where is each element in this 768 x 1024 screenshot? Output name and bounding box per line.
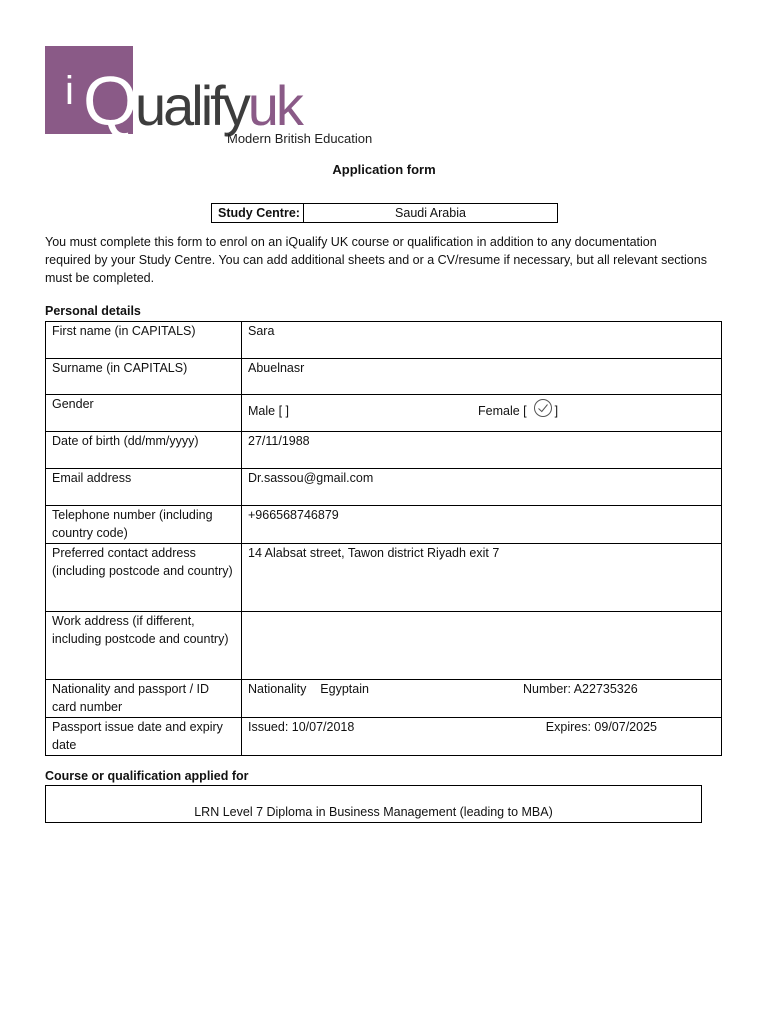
telephone-field[interactable]: +966568746879 bbox=[242, 506, 722, 544]
expiry-date: Expires: 09/07/2025 bbox=[545, 720, 657, 734]
work-address-field[interactable] bbox=[242, 612, 722, 680]
iqualify-logo bbox=[45, 46, 390, 146]
female-option[interactable] bbox=[478, 403, 558, 421]
check-icon bbox=[533, 398, 553, 418]
email-label: Email address bbox=[46, 469, 242, 506]
work-address-label: Work address (if different, including postcode and country) bbox=[46, 612, 242, 680]
logo-letter-q: Q bbox=[83, 62, 136, 140]
course-field[interactable] bbox=[45, 785, 702, 823]
table-row bbox=[46, 432, 722, 469]
study-centre-value[interactable]: Saudi Arabia bbox=[395, 206, 466, 220]
dob-label: Date of birth (dd/mm/yyyy) bbox=[46, 432, 242, 469]
course-value: LRN Level 7 Diploma in Business Management (leading to MBA) bbox=[194, 805, 553, 819]
first-name-label: First name (in CAPITALS) bbox=[46, 322, 242, 359]
telephone-label: Telephone number (including country code) bbox=[46, 506, 242, 544]
table-row bbox=[46, 359, 722, 395]
intro-text bbox=[45, 233, 725, 287]
nationality-value bbox=[248, 681, 523, 699]
table-row bbox=[46, 469, 722, 506]
surname-label: Surname (in CAPITALS) bbox=[46, 359, 242, 395]
passport-number: Number: A22735326 bbox=[523, 682, 638, 696]
intro-line: required by your Study Centre. You can add additional sheets and or a CV/resume if necessary, but all relevant sections bbox=[45, 253, 707, 267]
gender-field bbox=[242, 395, 722, 432]
logo-uk: uk bbox=[247, 74, 301, 137]
female-label: Female [ bbox=[478, 404, 527, 418]
nationality-label: Nationality and passport / ID card number bbox=[46, 680, 242, 718]
personal-details-table bbox=[45, 321, 722, 756]
nationality-field[interactable] bbox=[242, 680, 722, 718]
table-row bbox=[46, 718, 722, 756]
intro-line: must be completed. bbox=[45, 271, 155, 285]
contact-address-label: Preferred contact address (including postcode and country) bbox=[46, 544, 242, 612]
study-centre-box bbox=[211, 203, 558, 223]
gender-label: Gender bbox=[46, 395, 242, 432]
surname-field[interactable]: Abuelnasr bbox=[242, 359, 722, 395]
intro-line: You must complete this form to enrol on an iQualify UK course or qualification in addition to any documentation bbox=[45, 235, 657, 249]
passport-dates-field[interactable] bbox=[242, 718, 722, 756]
table-row bbox=[46, 395, 722, 432]
form-title: Application form bbox=[332, 162, 436, 177]
first-name-field[interactable]: Sara bbox=[242, 322, 722, 359]
table-row bbox=[46, 680, 722, 718]
personal-details-title: Personal details bbox=[45, 304, 141, 318]
logo-wordmark bbox=[135, 74, 301, 137]
male-option[interactable]: Male [ ] bbox=[248, 404, 289, 418]
study-centre-label: Study Centre: bbox=[212, 204, 304, 222]
passport-dates-label: Passport issue date and expiry date bbox=[46, 718, 242, 756]
contact-address-field[interactable]: 14 Alabsat street, Tawon district Riyadh exit 7 bbox=[242, 544, 722, 612]
email-field[interactable]: Dr.sassou@gmail.com bbox=[242, 469, 722, 506]
nationality-prefix: Nationality bbox=[248, 682, 307, 696]
nationality-country: Egyptain bbox=[320, 682, 369, 696]
issued-date: Issued: 10/07/2018 bbox=[248, 720, 355, 734]
female-bracket: ] bbox=[554, 404, 559, 418]
table-row bbox=[46, 544, 722, 612]
table-row bbox=[46, 322, 722, 359]
table-row bbox=[46, 612, 722, 680]
logo-letter-i: i bbox=[65, 69, 74, 113]
dob-field[interactable]: 27/11/1988 bbox=[242, 432, 722, 469]
course-title: Course or qualification applied for bbox=[45, 769, 249, 783]
logo-tagline: Modern British Education bbox=[227, 131, 373, 146]
table-row bbox=[46, 506, 722, 544]
logo-word: ualify bbox=[135, 74, 248, 137]
